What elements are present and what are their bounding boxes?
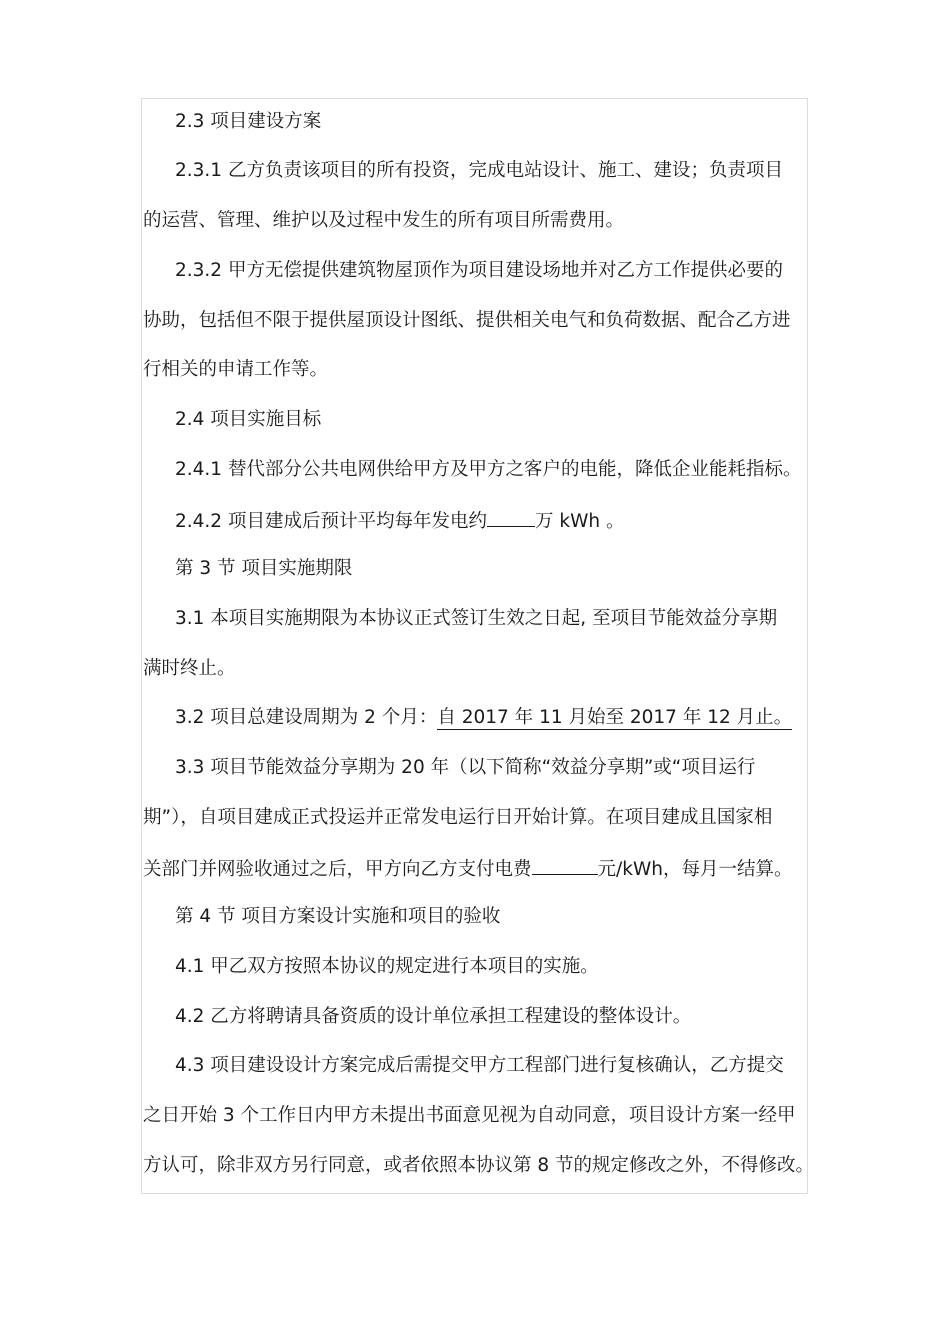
paragraph-2-3-1-cont — [143, 209, 624, 233]
paragraph-2-3-1 — [175, 159, 783, 183]
paragraph-4-3-cont — [143, 1104, 796, 1128]
line-text: 3.3 项目节能效益分享期为 20 年（以下简称“效益分享期”或“项目运行 — [175, 757, 756, 778]
line-text: 2.4 项目实施目标 — [175, 409, 322, 430]
line-text: 元/kWh，每月一结算。 — [597, 859, 793, 880]
paragraph-3-2 — [175, 706, 792, 730]
line-text: 之日开始 3 个工作日内甲方未提出书面意见视为自动同意，项目设计方案一经甲 — [143, 1105, 796, 1126]
line-text: 满时终止。 — [143, 658, 236, 679]
section-heading-3 — [175, 557, 352, 581]
line-text: 3.1 本项目实施期限为本协议正式签订生效之日起, 至项目节能效益分享期 — [175, 608, 778, 629]
paragraph-4-1 — [175, 955, 599, 979]
line-text: 方认可，除非双方另行同意，或者依照本协议第 8 节的规定修改之外，不得修改。 — [143, 1155, 815, 1176]
paragraph-2-3-2-cont — [143, 309, 791, 333]
paragraph-2-4-2 — [175, 508, 624, 534]
line-text: 的运营、管理、维护以及过程中发生的所有项目所需费用。 — [143, 210, 625, 231]
line-text: 2.3.1 乙方负责该项目的所有投资，完成电站设计、施工、建设；负责项目 — [175, 160, 783, 181]
paragraph-4-2 — [175, 1005, 691, 1029]
section-heading-4 — [175, 905, 500, 929]
line-text: 4.3 项目建设设计方案完成后需提交甲方工程部门进行复核确认，乙方提交 — [175, 1055, 784, 1076]
paragraph-3-1-cont — [143, 657, 236, 681]
line-text: 2.4.2 项目建成后预计平均每年发电约 — [175, 511, 487, 532]
paragraph-3-3-cont — [143, 806, 772, 830]
paragraph-4-3-cont2 — [143, 1154, 814, 1178]
line-text: 3.2 项目总建设周期为 2 个月： — [175, 707, 438, 728]
line-text: 2.3.2 甲方无偿提供建筑物屋顶作为项目建设场地并对乙方工作提供必要的 — [175, 260, 783, 281]
section-heading-2-4 — [175, 408, 321, 432]
line-text: 4.2 乙方将聘请具备资质的设计单位承担工程建设的整体设计。 — [175, 1006, 692, 1027]
line-text: 协助，包括但不限于提供屋顶设计图纸、提供相关电气和负荷数据、配合乙方进 — [143, 310, 791, 331]
line-text: 关部门并网验收通过之后，甲方向乙方支付电费 — [143, 859, 532, 880]
line-text: 2.4.1 替代部分公共电网供给甲方及甲方之客户的电能，降低企业能耗指标。 — [175, 459, 802, 480]
paragraph-2-3-2-cont2 — [143, 358, 328, 382]
section-heading-2-3 — [175, 110, 321, 134]
line-text: 第 4 节 项目方案设计实施和项目的验收 — [175, 906, 501, 927]
paragraph-3-3-cont2 — [143, 856, 792, 882]
construction-period-value: 自 2017 年 11 月始至 2017 年 12 月止。 — [437, 707, 793, 728]
blank-annual-generation[interactable] — [487, 508, 535, 527]
line-text: 行相关的申请工作等。 — [143, 359, 329, 380]
paragraph-4-3 — [175, 1054, 784, 1078]
paragraph-2-3-2 — [175, 259, 783, 283]
paragraph-2-4-1 — [175, 458, 801, 482]
line-text: 4.1 甲乙双方按照本协议的规定进行本项目的实施。 — [175, 956, 599, 977]
paragraph-3-3 — [175, 756, 755, 780]
line-text: 万 kWh 。 — [534, 511, 625, 532]
paragraph-3-1 — [175, 607, 777, 631]
line-text: 期”），自项目建成正式投运并正常发电运行日开始计算。在项目建成且国家相 — [143, 807, 773, 828]
blank-electricity-price[interactable] — [532, 856, 598, 875]
line-text: 第 3 节 项目实施期限 — [175, 558, 353, 579]
line-text: 2.3 项目建设方案 — [175, 111, 322, 132]
